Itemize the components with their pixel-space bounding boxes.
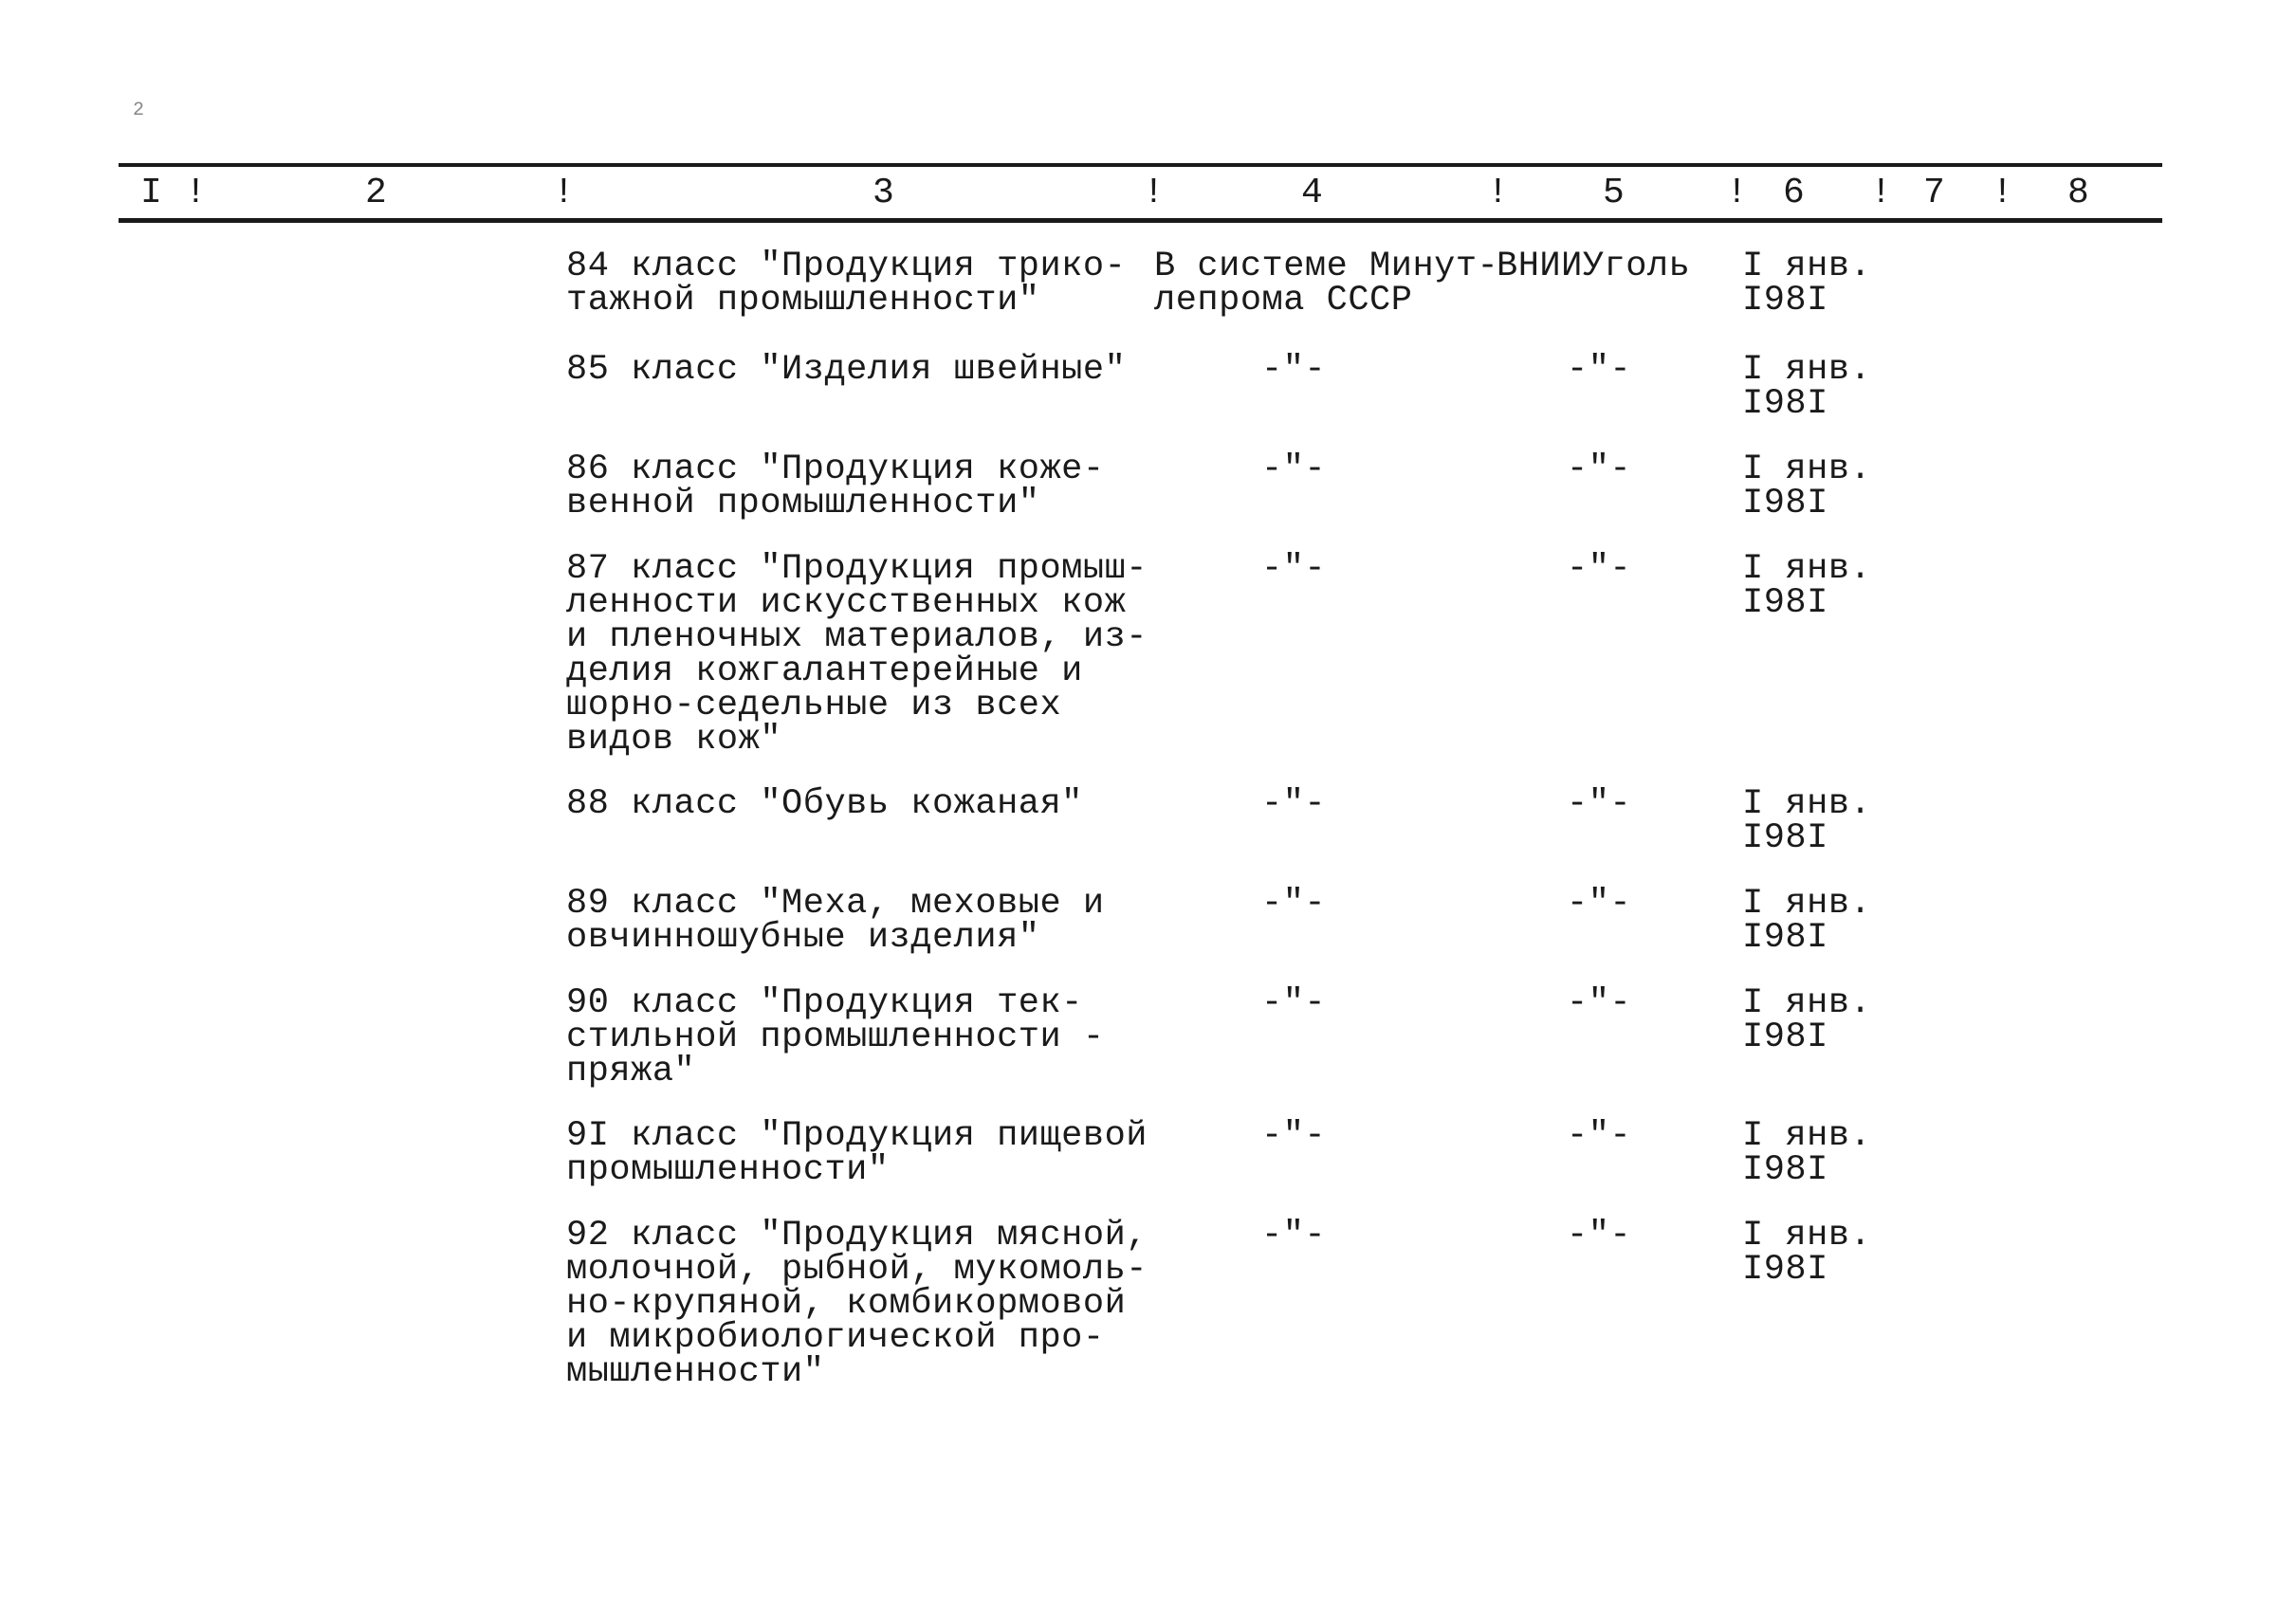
column-number-2: 2 <box>365 173 387 213</box>
effective-date: I янв. I98I <box>1742 247 1872 321</box>
ditto-mark: -"- <box>1567 549 1632 589</box>
header-bottom-rule <box>119 218 2162 223</box>
column-separator: ! <box>553 173 575 213</box>
column-separator: ! <box>1870 173 1892 213</box>
column-number-7: 7 <box>1923 173 1945 213</box>
ditto-mark: -"- <box>1261 1116 1327 1156</box>
ditto-mark: -"- <box>1261 1216 1327 1256</box>
effective-date: I янв. I98I <box>1742 1216 1872 1290</box>
effective-date: I янв. I98I <box>1742 350 1872 424</box>
column-number-1: I <box>140 173 162 213</box>
column-separator: ! <box>1487 173 1509 213</box>
ditto-mark: -"- <box>1261 449 1327 489</box>
ditto-mark: -"- <box>1261 983 1327 1023</box>
effective-date: I янв. I98I <box>1742 549 1872 623</box>
ditto-mark: -"- <box>1567 784 1632 824</box>
column-number-5: 5 <box>1603 173 1625 213</box>
column-number-8: 8 <box>2067 173 2089 213</box>
effective-date: I янв. I98I <box>1742 449 1872 523</box>
effective-date: I янв. I98I <box>1742 983 1872 1057</box>
class-description: 89 класс "Меха, меховые и овчинношубные изделия" <box>566 884 1105 958</box>
class-description: 90 класс "Продукция тек- стильной промышленности - пряжа" <box>566 983 1105 1091</box>
effective-date: I янв. I98I <box>1742 784 1872 858</box>
class-description: 92 класс "Продукция мясной, молочной, рыбной, мукомоль- но-крупяной, комбикормовой и микробиологической про- мышленности" <box>566 1216 1148 1392</box>
column-number-4: 4 <box>1301 173 1323 213</box>
ditto-mark: -"- <box>1261 884 1327 924</box>
column-separator: ! <box>1143 173 1165 213</box>
effective-date: I янв. I98I <box>1742 1116 1872 1190</box>
ditto-mark: -"- <box>1261 784 1327 824</box>
column-separator: ! <box>1992 173 2013 213</box>
effective-date: I янв. I98I <box>1742 884 1872 958</box>
ditto-mark: -"- <box>1567 449 1632 489</box>
column-separator: ! <box>185 173 207 213</box>
class-description: 84 класс "Продукция трико- тажной промышленности" <box>566 247 1127 321</box>
responsible-system: В системе Минут- лепрома СССР <box>1154 247 1499 321</box>
class-description: 85 класс "Изделия швейные" <box>566 350 1127 390</box>
class-description: 87 класс "Продукция промыш- ленности искусственных кож и пленочных материалов, из- делия кожгалантерейные и шорно-седельные из всех видов кож" <box>566 549 1148 760</box>
column-number-3: 3 <box>872 173 894 213</box>
column-header-row <box>0 171 2296 216</box>
ditto-mark: -"- <box>1261 549 1327 589</box>
ditto-mark: -"- <box>1261 350 1327 390</box>
ditto-mark: -"- <box>1567 1116 1632 1156</box>
class-description: 9I класс "Продукция пищевой промышленности" <box>566 1116 1148 1190</box>
ditto-mark: -"- <box>1567 350 1632 390</box>
header-top-rule <box>119 163 2162 167</box>
ditto-mark: -"- <box>1567 884 1632 924</box>
page-mark: 2 <box>133 100 145 121</box>
column-separator: ! <box>1726 173 1748 213</box>
class-description: 86 класс "Продукция коже- венной промышленности" <box>566 449 1105 523</box>
responsible-organization: ВНИИУголь <box>1497 247 1691 286</box>
class-description: 88 класс "Обувь кожаная" <box>566 784 1083 824</box>
ditto-mark: -"- <box>1567 1216 1632 1256</box>
column-number-6: 6 <box>1783 173 1805 213</box>
ditto-mark: -"- <box>1567 983 1632 1023</box>
